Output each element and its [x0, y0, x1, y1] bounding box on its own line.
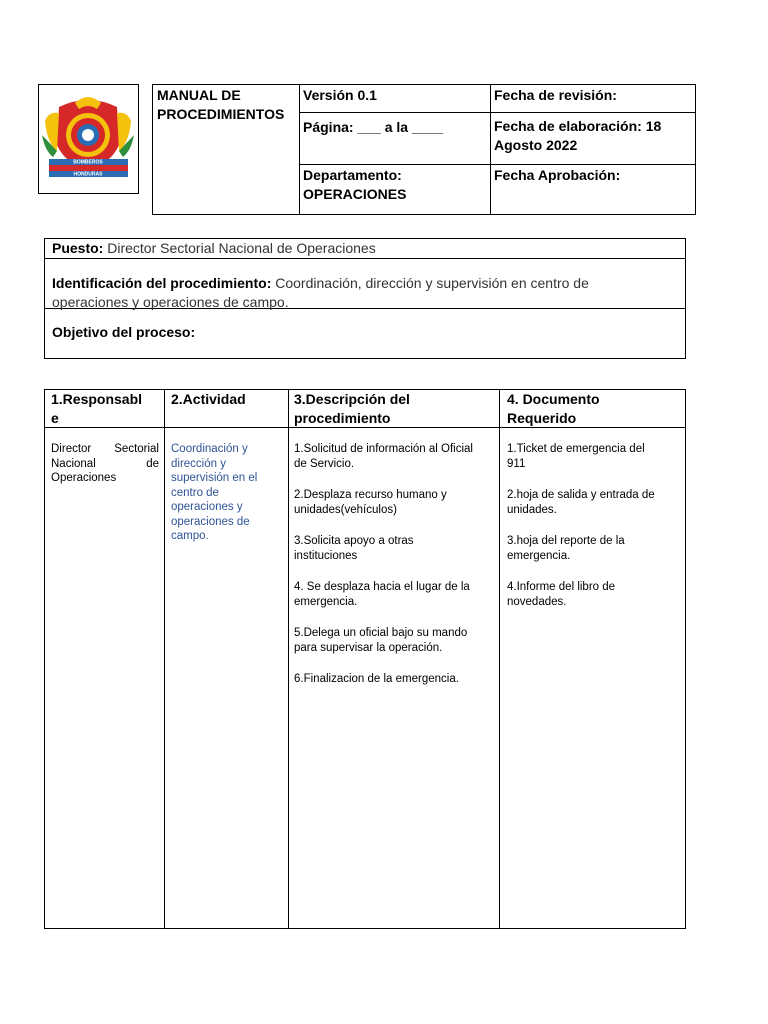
actividad-line: supervisión en el [171, 472, 258, 484]
header-documento: 4. Documento Requerido [507, 391, 600, 426]
actividad-line: Coordinación y [171, 443, 248, 455]
departamento-cell [303, 166, 406, 204]
actividad-line: dirección y [171, 457, 226, 470]
pagina-label: Página: ___ a la ____ [303, 119, 444, 135]
descripcion-item: 3.Solicita apoyo a otras instituciones [294, 535, 414, 562]
responsable-cell: Director Sectorial Nacional de Operaciones [51, 443, 159, 484]
header-actividad: 2.Actividad [171, 391, 246, 407]
documento-item: 3.hoja del reporte de la emergencia. [507, 535, 625, 562]
puesto-row [52, 239, 376, 258]
actividad-line: operaciones y [171, 501, 243, 513]
puesto-label: Puesto: [52, 240, 104, 256]
logo-frame [38, 84, 139, 194]
documentos-list [507, 442, 679, 626]
fecha-revision-label: Fecha de revisión: [494, 87, 617, 103]
header-table [152, 84, 696, 215]
puesto-value: Director Sectorial Nacional de Operaciones [107, 240, 376, 256]
header-responsable: 1.Responsabl e [51, 391, 143, 426]
actividad-line: centro de [171, 486, 219, 499]
objetivo-label: Objetivo del proceso: [52, 324, 196, 340]
descripcion-item: 4. Se desplaza hacia el lugar de la emergencia. [294, 581, 470, 608]
descripcion-item: 1.Solicitud de información al Oficial de Servicio. [294, 443, 473, 470]
version-label: Versión 0.1 [303, 87, 377, 103]
logo-text-top: BOMBEROS [73, 159, 103, 166]
identificacion-value-2: operaciones y operaciones de campo. [52, 294, 289, 310]
info-box [44, 238, 686, 359]
bomberos-logo [39, 85, 138, 193]
actividad-line: campo. [171, 530, 209, 542]
descripcion-item: 2.Desplaza recurso humano y unidades(vehículos) [294, 489, 447, 516]
identificacion-value-1: Coordinación, dirección y supervisión en centro de [275, 275, 589, 291]
identificacion-label: Identificación del procedimiento: [52, 275, 272, 291]
fecha-elaboracion-label: Fecha de elaboración: 18 Agosto 2022 [494, 118, 662, 153]
fecha-aprobacion-label: Fecha Aprobación: [494, 167, 621, 183]
actividad-line: operaciones de [171, 515, 250, 528]
documento-item: 1.Ticket de emergencia del 911 [507, 443, 645, 470]
descripcion-item: 6.Finalizacion de la emergencia. [294, 673, 459, 685]
identificacion-row [52, 274, 652, 312]
departamento-label: Departamento: [303, 167, 402, 183]
descripcion-list [294, 442, 494, 704]
logo-text-bottom: HONDURAS [73, 171, 103, 178]
header-descripcion: 3.Descripción del procedimiento [294, 391, 410, 426]
documento-item: 4.Informe del libro de novedades. [507, 581, 616, 608]
descripcion-item: 5.Delega un oficial bajo su mando para supervisar la operación. [294, 627, 468, 654]
procedure-table [44, 389, 686, 929]
manual-title: MANUAL DE PROCEDIMIENTOS [157, 87, 285, 122]
departamento-value: OPERACIONES [303, 186, 407, 202]
actividad-cell [171, 442, 283, 544]
documento-item: 2.hoja de salida y entrada de unidades. [507, 489, 655, 516]
